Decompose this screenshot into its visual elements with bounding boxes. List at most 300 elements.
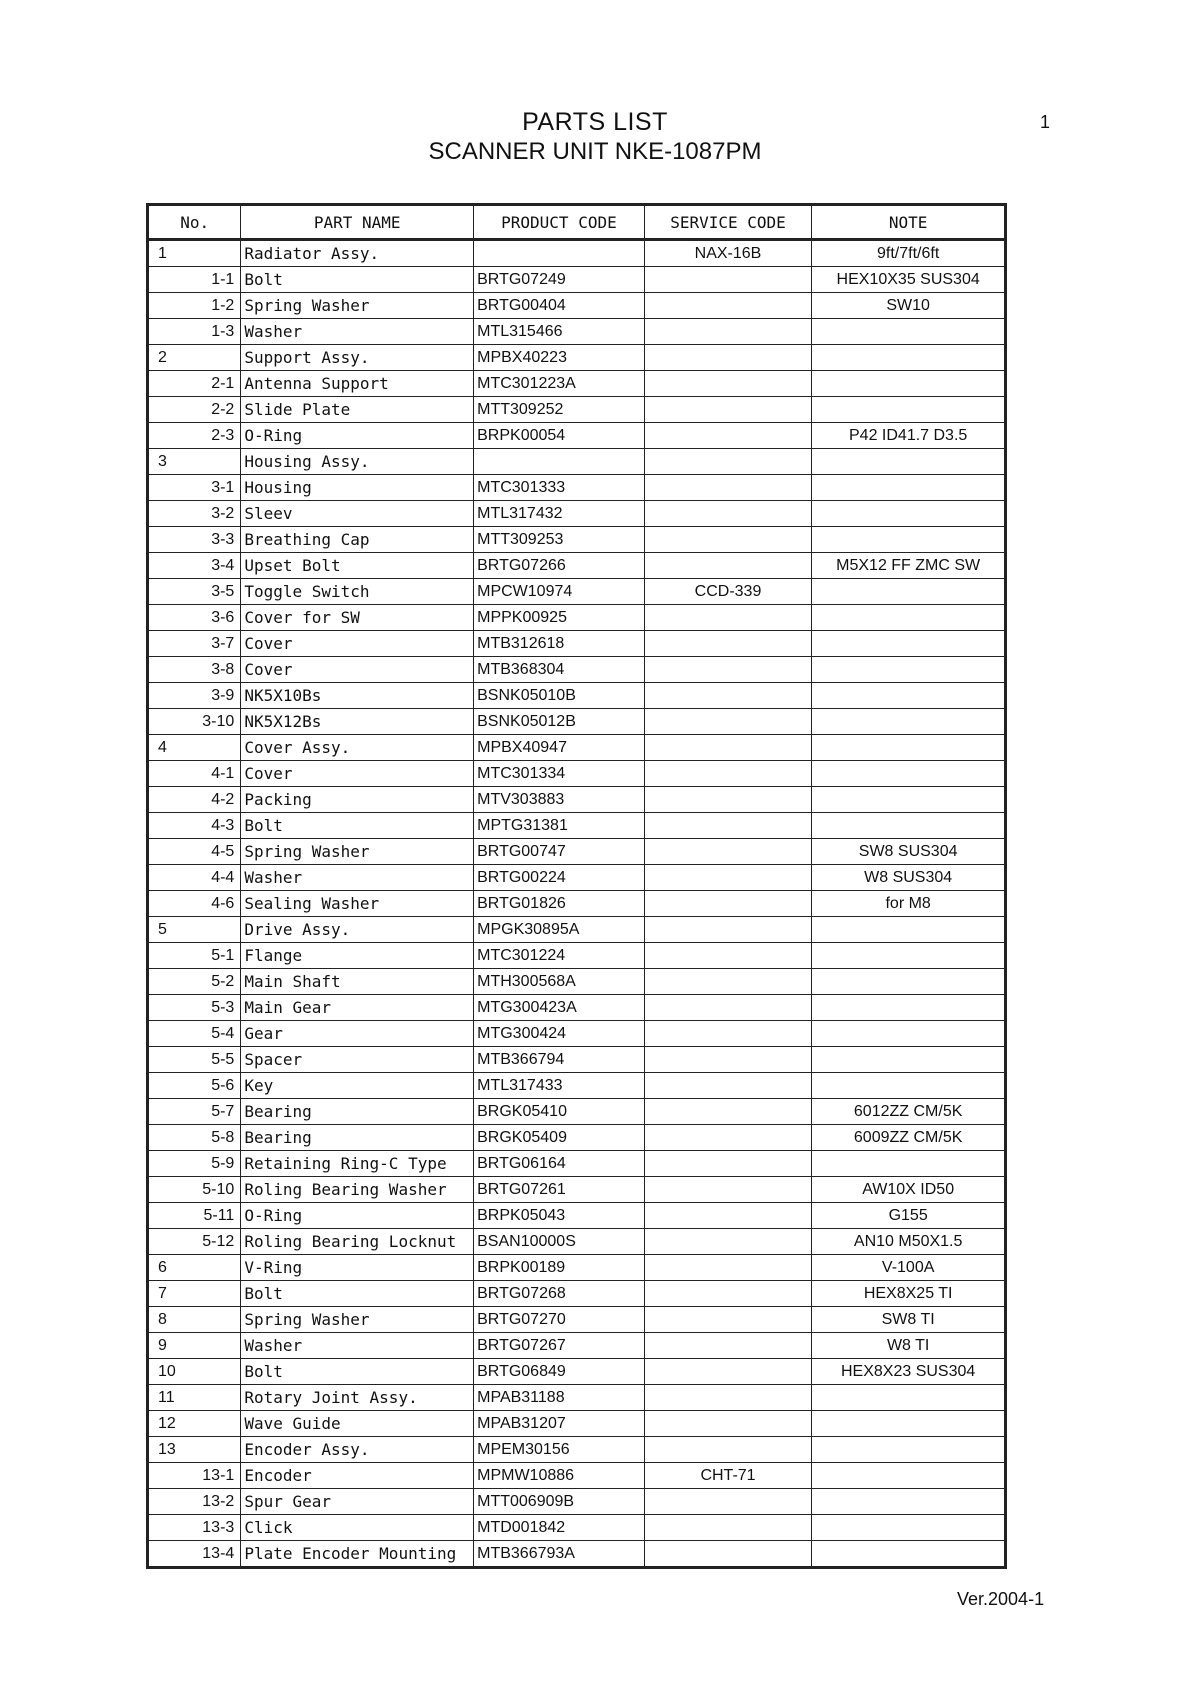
cell-note: AN10 M50X1.5 — [812, 1229, 1006, 1255]
cell-no — [148, 1333, 241, 1359]
table-row — [148, 995, 1006, 1021]
cell-note — [812, 397, 1006, 423]
table-row — [148, 1203, 1006, 1229]
item-number: 5-7 — [211, 1103, 235, 1120]
cell-no — [148, 1099, 241, 1125]
cell-note — [812, 1411, 1006, 1437]
cell-service-code — [644, 813, 812, 839]
cell-part-name: Main Shaft — [241, 969, 474, 995]
cell-no — [148, 1515, 241, 1541]
cell-part-name: Cover — [241, 761, 474, 787]
cell-product-code: BRTG07261 — [474, 1177, 645, 1203]
table-row — [148, 891, 1006, 917]
cell-no — [148, 579, 241, 605]
item-number: 5-4 — [211, 1025, 235, 1042]
cell-service-code — [644, 761, 812, 787]
cell-part-name: Washer — [241, 319, 474, 345]
cell-note — [812, 1515, 1006, 1541]
cell-note: P42 ID41.7 D3.5 — [812, 423, 1006, 449]
cell-no — [148, 397, 241, 423]
cell-part-name: O-Ring — [241, 423, 474, 449]
cell-product-code: BRPK00189 — [474, 1255, 645, 1281]
cell-part-name: Bolt — [241, 1359, 474, 1385]
cell-no — [148, 917, 241, 943]
table-row — [148, 631, 1006, 657]
cell-product-code: BRTG00224 — [474, 865, 645, 891]
item-number: 5-8 — [211, 1129, 235, 1146]
cell-service-code — [644, 1203, 812, 1229]
cell-no — [148, 969, 241, 995]
cell-product-code: MTB368304 — [474, 657, 645, 683]
cell-product-code: MPTG31381 — [474, 813, 645, 839]
item-number: 5-2 — [211, 973, 235, 990]
cell-no — [148, 735, 241, 761]
cell-part-name: Bolt — [241, 1281, 474, 1307]
cell-part-name: Spring Washer — [241, 839, 474, 865]
cell-note: M5X12 FF ZMC SW — [812, 553, 1006, 579]
cell-part-name: Encoder — [241, 1463, 474, 1489]
item-number: 10 — [158, 1363, 176, 1380]
cell-no — [148, 1047, 241, 1073]
cell-note — [812, 1047, 1006, 1073]
cell-note — [812, 319, 1006, 345]
cell-no — [148, 1411, 241, 1437]
cell-service-code — [644, 865, 812, 891]
cell-note: HEX10X35 SUS304 — [812, 267, 1006, 293]
item-number: 4-3 — [211, 817, 235, 834]
cell-note — [812, 345, 1006, 371]
cell-product-code: MTH300568A — [474, 969, 645, 995]
cell-product-code: BSAN10000S — [474, 1229, 645, 1255]
cell-service-code: CHT-71 — [644, 1463, 812, 1489]
cell-part-name: Rotary Joint Assy. — [241, 1385, 474, 1411]
cell-product-code — [474, 240, 645, 267]
cell-service-code — [644, 1047, 812, 1073]
cell-product-code: BRPK05043 — [474, 1203, 645, 1229]
cell-part-name: Retaining Ring-C Type — [241, 1151, 474, 1177]
cell-product-code: MTB366793A — [474, 1541, 645, 1568]
cell-product-code: MPEM30156 — [474, 1437, 645, 1463]
cell-note: G155 — [812, 1203, 1006, 1229]
cell-part-name: Spacer — [241, 1047, 474, 1073]
cell-product-code: MTB366794 — [474, 1047, 645, 1073]
item-number: 13-2 — [202, 1493, 235, 1510]
cell-product-code: MPCW10974 — [474, 579, 645, 605]
table-row — [148, 683, 1006, 709]
cell-part-name: Support Assy. — [241, 345, 474, 371]
cell-service-code: CCD-339 — [644, 579, 812, 605]
cell-note — [812, 1385, 1006, 1411]
cell-product-code: BSNK05010B — [474, 683, 645, 709]
cell-product-code: BRTG06164 — [474, 1151, 645, 1177]
item-number: 5-10 — [202, 1181, 235, 1198]
cell-no — [148, 995, 241, 1021]
cell-product-code: BRTG00747 — [474, 839, 645, 865]
cell-note — [812, 1541, 1006, 1568]
item-number: 5-1 — [211, 947, 235, 964]
cell-note: W8 TI — [812, 1333, 1006, 1359]
table-row — [148, 735, 1006, 761]
cell-part-name: Cover Assy. — [241, 735, 474, 761]
cell-service-code — [644, 553, 812, 579]
item-number: 3-3 — [211, 531, 235, 548]
cell-no — [148, 865, 241, 891]
cell-service-code — [644, 1099, 812, 1125]
cell-product-code: BRGK05410 — [474, 1099, 645, 1125]
cell-no — [148, 319, 241, 345]
table-header-row — [148, 205, 1006, 240]
cell-product-code: BRPK00054 — [474, 423, 645, 449]
item-number: 13-4 — [202, 1545, 235, 1562]
cell-service-code — [644, 1177, 812, 1203]
table-row — [148, 813, 1006, 839]
cell-service-code — [644, 267, 812, 293]
cell-no — [148, 501, 241, 527]
cell-part-name: Washer — [241, 865, 474, 891]
cell-note — [812, 579, 1006, 605]
cell-part-name: Cover — [241, 657, 474, 683]
item-number: 6 — [158, 1259, 167, 1276]
cell-product-code: MTG300424 — [474, 1021, 645, 1047]
item-number: 7 — [158, 1285, 167, 1302]
cell-service-code — [644, 1359, 812, 1385]
table-row — [148, 1099, 1006, 1125]
item-number: 1-2 — [211, 297, 235, 314]
item-number: 1-1 — [211, 271, 235, 288]
cell-product-code: MTT309253 — [474, 527, 645, 553]
item-number: 5-5 — [211, 1051, 235, 1068]
cell-part-name: Main Gear — [241, 995, 474, 1021]
cell-product-code: MTD001842 — [474, 1515, 645, 1541]
cell-part-name: Bearing — [241, 1125, 474, 1151]
cell-part-name: Spring Washer — [241, 1307, 474, 1333]
cell-part-name: Gear — [241, 1021, 474, 1047]
cell-no — [148, 1359, 241, 1385]
parts-table-body — [148, 240, 1006, 1568]
cell-no — [148, 1229, 241, 1255]
table-row — [148, 1047, 1006, 1073]
table-row — [148, 501, 1006, 527]
table-row — [148, 1489, 1006, 1515]
cell-part-name: Wave Guide — [241, 1411, 474, 1437]
cell-note: 6009ZZ CM/5K — [812, 1125, 1006, 1151]
cell-note — [812, 943, 1006, 969]
table-row — [148, 943, 1006, 969]
item-number: 3-10 — [202, 713, 235, 730]
cell-no — [148, 345, 241, 371]
cell-no — [148, 891, 241, 917]
item-number: 2 — [158, 349, 167, 366]
cell-part-name: Breathing Cap — [241, 527, 474, 553]
item-number: 5-6 — [211, 1077, 235, 1094]
cell-part-name: Spur Gear — [241, 1489, 474, 1515]
cell-product-code: MTL315466 — [474, 319, 645, 345]
cell-note — [812, 657, 1006, 683]
table-row — [148, 475, 1006, 501]
item-number: 2-2 — [211, 401, 235, 418]
cell-service-code — [644, 709, 812, 735]
table-row — [148, 319, 1006, 345]
cell-service-code — [644, 371, 812, 397]
item-number: 12 — [158, 1415, 176, 1432]
table-row — [148, 1125, 1006, 1151]
cell-product-code: MTC301223A — [474, 371, 645, 397]
cell-product-code: MTT006909B — [474, 1489, 645, 1515]
table-row — [148, 1541, 1006, 1568]
cell-product-code — [474, 449, 645, 475]
cell-product-code: MTG300423A — [474, 995, 645, 1021]
cell-product-code: MPPK00925 — [474, 605, 645, 631]
cell-part-name: Upset Bolt — [241, 553, 474, 579]
cell-no — [148, 423, 241, 449]
page-number: 1 — [1040, 112, 1051, 132]
cell-note: SW8 TI — [812, 1307, 1006, 1333]
cell-part-name: Drive Assy. — [241, 917, 474, 943]
cell-note: for M8 — [812, 891, 1006, 917]
table-row — [148, 1437, 1006, 1463]
cell-note: SW10 — [812, 293, 1006, 319]
cell-part-name: Cover — [241, 631, 474, 657]
item-number: 9 — [158, 1337, 167, 1354]
item-number: 3-7 — [211, 635, 235, 652]
table-row — [148, 1307, 1006, 1333]
cell-product-code: BRTG07249 — [474, 267, 645, 293]
item-number: 8 — [158, 1311, 167, 1328]
cell-part-name: Spring Washer — [241, 293, 474, 319]
cell-service-code — [644, 605, 812, 631]
item-number: 3 — [158, 453, 167, 470]
cell-note — [812, 527, 1006, 553]
table-row — [148, 345, 1006, 371]
cell-part-name: Cover for SW — [241, 605, 474, 631]
table-row — [148, 1229, 1006, 1255]
item-number: 13 — [158, 1441, 176, 1458]
cell-note — [812, 1073, 1006, 1099]
cell-no — [148, 449, 241, 475]
cell-no — [148, 240, 241, 267]
cell-service-code — [644, 1541, 812, 1568]
cell-note — [812, 371, 1006, 397]
cell-no — [148, 761, 241, 787]
item-number: 11 — [158, 1389, 175, 1406]
cell-no — [148, 1255, 241, 1281]
cell-no — [148, 1125, 241, 1151]
item-number: 3-8 — [211, 661, 235, 678]
table-row — [148, 371, 1006, 397]
cell-service-code — [644, 1255, 812, 1281]
cell-no — [148, 371, 241, 397]
cell-service-code — [644, 995, 812, 1021]
cell-service-code — [644, 943, 812, 969]
cell-note: W8 SUS304 — [812, 865, 1006, 891]
cell-service-code — [644, 1281, 812, 1307]
cell-note — [812, 631, 1006, 657]
cell-part-name: V-Ring — [241, 1255, 474, 1281]
cell-note — [812, 787, 1006, 813]
cell-no — [148, 787, 241, 813]
cell-part-name: Key — [241, 1073, 474, 1099]
cell-no — [148, 1073, 241, 1099]
item-number: 3-4 — [211, 557, 235, 574]
cell-note — [812, 475, 1006, 501]
item-number: 3-1 — [211, 479, 235, 496]
cell-product-code: MTC301333 — [474, 475, 645, 501]
cell-product-code: MTV303883 — [474, 787, 645, 813]
cell-note: AW10X ID50 — [812, 1177, 1006, 1203]
parts-table — [146, 203, 1007, 1569]
item-number: 4-5 — [211, 843, 235, 860]
table-row — [148, 1021, 1006, 1047]
cell-product-code: MPAB31207 — [474, 1411, 645, 1437]
cell-product-code: MTC301334 — [474, 761, 645, 787]
cell-part-name: Roling Bearing Locknut — [241, 1229, 474, 1255]
table-row — [148, 657, 1006, 683]
cell-product-code: BRTG01826 — [474, 891, 645, 917]
table-row — [148, 709, 1006, 735]
table-row — [148, 579, 1006, 605]
cell-note — [812, 709, 1006, 735]
item-number: 4 — [158, 739, 167, 756]
cell-service-code — [644, 319, 812, 345]
cell-no — [148, 657, 241, 683]
cell-no — [148, 631, 241, 657]
cell-part-name: Flange — [241, 943, 474, 969]
cell-no — [148, 709, 241, 735]
cell-note — [812, 1489, 1006, 1515]
cell-no — [148, 527, 241, 553]
table-row — [148, 839, 1006, 865]
table-row — [148, 787, 1006, 813]
cell-product-code: BRTG07266 — [474, 553, 645, 579]
cell-product-code: MPBX40947 — [474, 735, 645, 761]
cell-service-code — [644, 787, 812, 813]
table-row — [148, 449, 1006, 475]
table-row — [148, 553, 1006, 579]
table-row — [148, 267, 1006, 293]
item-number: 3-2 — [211, 505, 235, 522]
item-number: 5-12 — [202, 1233, 235, 1250]
cell-service-code — [644, 1125, 812, 1151]
table-row — [148, 1359, 1006, 1385]
item-number: 5 — [158, 921, 167, 938]
cell-part-name: Roling Bearing Washer — [241, 1177, 474, 1203]
table-row — [148, 1255, 1006, 1281]
header-product-code: PRODUCT CODE — [474, 205, 645, 240]
cell-note: V-100A — [812, 1255, 1006, 1281]
page-subtitle: SCANNER UNIT NKE-1087PM — [428, 138, 762, 165]
cell-product-code: BRTG07267 — [474, 1333, 645, 1359]
cell-service-code — [644, 397, 812, 423]
cell-service-code — [644, 345, 812, 371]
table-row — [148, 1151, 1006, 1177]
cell-part-name: Toggle Switch — [241, 579, 474, 605]
cell-no — [148, 1541, 241, 1568]
cell-no — [148, 475, 241, 501]
cell-service-code — [644, 293, 812, 319]
page-title: PARTS LIST — [522, 108, 668, 136]
cell-product-code: MPAB31188 — [474, 1385, 645, 1411]
table-row — [148, 1515, 1006, 1541]
cell-service-code — [644, 1151, 812, 1177]
cell-part-name: Slide Plate — [241, 397, 474, 423]
cell-no — [148, 267, 241, 293]
table-row — [148, 605, 1006, 631]
cell-product-code: BRTG07268 — [474, 1281, 645, 1307]
item-number: 5-3 — [211, 999, 235, 1016]
cell-note — [812, 969, 1006, 995]
cell-part-name: Bolt — [241, 813, 474, 839]
table-row — [148, 1073, 1006, 1099]
cell-note: HEX8X25 TI — [812, 1281, 1006, 1307]
cell-product-code: MPGK30895A — [474, 917, 645, 943]
cell-service-code — [644, 1333, 812, 1359]
cell-product-code: BRTG07270 — [474, 1307, 645, 1333]
cell-note — [812, 605, 1006, 631]
version-label: Ver.2004-1 — [957, 1589, 1045, 1609]
cell-product-code: MTB312618 — [474, 631, 645, 657]
cell-service-code — [644, 1307, 812, 1333]
cell-note — [812, 683, 1006, 709]
cell-no — [148, 1489, 241, 1515]
cell-service-code — [644, 527, 812, 553]
cell-service-code — [644, 501, 812, 527]
cell-no — [148, 605, 241, 631]
header-service-code: SERVICE CODE — [644, 205, 812, 240]
cell-service-code — [644, 1229, 812, 1255]
cell-no — [148, 813, 241, 839]
table-row — [148, 423, 1006, 449]
table-row — [148, 1333, 1006, 1359]
cell-note — [812, 501, 1006, 527]
cell-product-code: MTT309252 — [474, 397, 645, 423]
header-no: No. — [148, 205, 241, 240]
item-number: 1-3 — [211, 323, 235, 340]
item-number: 2-1 — [211, 375, 235, 392]
item-number: 13-3 — [202, 1519, 235, 1536]
item-number: 5-9 — [211, 1155, 235, 1172]
cell-part-name: Housing — [241, 475, 474, 501]
item-number: 4-4 — [211, 869, 235, 886]
item-number: 3-5 — [211, 583, 235, 600]
cell-part-name: Click — [241, 1515, 474, 1541]
cell-part-name: NK5X12Bs — [241, 709, 474, 735]
cell-product-code: MPMW10886 — [474, 1463, 645, 1489]
cell-note — [812, 1463, 1006, 1489]
cell-no — [148, 1151, 241, 1177]
item-number: 1 — [158, 245, 167, 262]
cell-service-code — [644, 1411, 812, 1437]
cell-service-code — [644, 891, 812, 917]
cell-service-code — [644, 475, 812, 501]
cell-service-code — [644, 917, 812, 943]
header-part-name: PART NAME — [241, 205, 474, 240]
table-row — [148, 969, 1006, 995]
item-number: 5-11 — [203, 1207, 235, 1224]
cell-part-name: Packing — [241, 787, 474, 813]
cell-note — [812, 917, 1006, 943]
cell-note — [812, 995, 1006, 1021]
cell-service-code — [644, 1437, 812, 1463]
table-row — [148, 527, 1006, 553]
cell-service-code — [644, 1073, 812, 1099]
cell-note — [812, 761, 1006, 787]
cell-note: 6012ZZ CM/5K — [812, 1099, 1006, 1125]
cell-product-code: MTL317433 — [474, 1073, 645, 1099]
cell-service-code — [644, 1021, 812, 1047]
item-number: 13-1 — [202, 1467, 235, 1484]
table-row — [148, 1281, 1006, 1307]
table-row — [148, 1411, 1006, 1437]
